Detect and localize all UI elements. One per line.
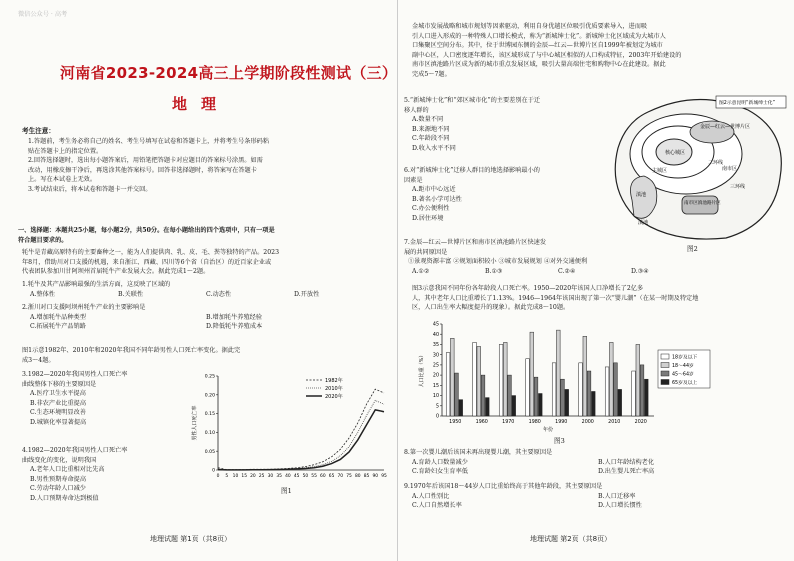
bar-18岁及以下 (605, 367, 609, 416)
x-tick-label: 60 (320, 474, 326, 479)
x-tick-label: 20 (250, 474, 256, 479)
option-d[interactable]: D.③④ (631, 267, 649, 275)
passage-line: 代表团队参加川甘阿坝州首届牦牛产业发展大会。据此完成1～2题。 (22, 268, 210, 276)
option-b[interactable]: B.来源地不同 (412, 125, 450, 133)
question-stem: 展的共同原因是 (404, 248, 448, 256)
option-a[interactable]: A.增加牦牛品种类型 (30, 313, 86, 321)
x-axis-label: 年份 (542, 427, 554, 433)
figure-2-zone-diagram (608, 92, 790, 242)
x-tick-label: 1970 (502, 420, 515, 425)
passage-line: 区，人口出生率大幅度提升的现象）。据此完成8～10题。 (412, 304, 570, 312)
passage-line: 年8月，借助川对口支援的机遇，来自浙江、西藏、四川等6个省（自治区）的近百家企业或 (22, 258, 272, 266)
section-header-line: 符合题目要求的。 (18, 236, 68, 244)
question-5 (404, 96, 616, 154)
option-a[interactable]: A.老年人口比重相对比先高 (30, 466, 105, 474)
section-header-line: 一、选择题：本题共25小题，每小题2分，共50分。在每小题给出的四个选项中，只有一项是 (18, 227, 275, 234)
question-1 (22, 280, 382, 299)
question-4 (22, 446, 202, 504)
x-tick-label: 1990 (555, 420, 568, 425)
y-tick-label: 25 (432, 363, 439, 369)
legend-label: 18岁及以下 (672, 355, 698, 361)
question-stem: 因素是 (404, 176, 423, 184)
question-stem: 1.牦牛及其产品影响最强的生活方面，这反映了区域的 (22, 281, 171, 288)
question-stem: 移人群的 (404, 106, 429, 114)
x-tick-label: 2010 (608, 420, 621, 425)
x-tick-label: 5 (225, 474, 229, 479)
fig2-legend-title: 图2示意昆明“新城绅士化” (719, 101, 775, 106)
question-stem: 8.第一次婴儿潮后该国未再出现婴儿潮，其主要原因是 (404, 449, 553, 456)
bar-18～44岁 (503, 342, 507, 416)
bar-18～44岁 (636, 344, 640, 416)
passage-line: 图1示意1982年、2010年和2020年我国不同年龄男性人口死亡率变化。据此完 (22, 347, 241, 354)
option-a[interactable]: A.数量不同 (412, 116, 444, 124)
bar-45～64岁 (614, 363, 618, 416)
fig2-label: 核心城区 (665, 150, 686, 156)
option-d[interactable]: D.降低牦牛养殖成本 (206, 323, 263, 331)
bar-45～64岁 (481, 375, 485, 416)
question-stem: 9.1970年后该国18～44岁人口比重始终高于其他年龄段，其主要原因是 (404, 483, 603, 490)
passage-line: 南市区滇池路片区成为新的城市重点发展区域，吸引大量高端住宅和购物中心在此建设。据此 (412, 61, 666, 69)
bar-65岁及以上 (459, 400, 463, 416)
legend-swatch (661, 380, 669, 385)
question-stem: 曲线整体下移的主要原因是 (22, 380, 97, 388)
question-stem: 7.金辰—红云—世博片区和南市区滇池路片区快速发 (404, 239, 547, 246)
fig2-label: 三环线 (730, 184, 746, 190)
exam-page-2 (397, 0, 794, 561)
bar-65岁及以上 (591, 391, 595, 416)
x-tick-label: 40 (285, 474, 291, 479)
figure-3-bar-chart (416, 316, 716, 438)
passage-line: 口集聚区空间分布。其中，位于世博园东侧的金辰—红云—世博片区自1999年被划定为城市 (412, 42, 663, 50)
bar-18岁及以下 (473, 342, 477, 416)
passage-line: 成3～4题。 (22, 356, 55, 364)
question-stem: 曲线变化的变化，说明我国 (22, 456, 97, 464)
x-tick-label: 55 (311, 474, 317, 479)
option-d[interactable]: D.收入水平不同 (412, 144, 456, 152)
question-9 (404, 482, 784, 511)
x-tick-label: 70 (337, 474, 344, 479)
y-tick-label: 5 (435, 404, 439, 410)
y-tick-label: 0.20 (204, 393, 215, 399)
bar-45～64岁 (587, 371, 591, 416)
option-b[interactable]: B.著名小学可达性 (412, 195, 462, 203)
option-c[interactable]: C.②④ (558, 267, 576, 275)
x-tick-label: 85 (363, 474, 370, 479)
fig2-label: 金辰—红云—世博片区 (700, 124, 751, 130)
bar-65岁及以上 (565, 389, 569, 416)
bar-18岁及以下 (526, 359, 530, 416)
bar-18～44岁 (530, 332, 534, 416)
bar-45～64岁 (455, 373, 459, 416)
option-statements: ①景观资源丰富 ②规划面积较小 ③城市发展规划 ④对外交通便利 (408, 258, 588, 266)
series-line-2010年 (218, 400, 384, 469)
passage-figure3 (412, 284, 782, 313)
option-d[interactable]: D.人口增长惯性 (598, 502, 642, 510)
question-stem: 4.1982—2020年我国男性人口死亡率 (22, 447, 128, 454)
y-tick-label: 30 (432, 353, 439, 359)
x-tick-label: 35 (276, 474, 282, 479)
figure-1-caption: 图1 (281, 487, 292, 495)
fig2-label: 南市区 (722, 166, 738, 172)
notice-line: 1.答题前，考生务必将自己的姓名、考生号填写在试卷和答题卡上，并将考生号条形码粘 (28, 138, 270, 145)
y-tick-label: 0.05 (204, 449, 215, 455)
bar-18岁及以下 (579, 363, 583, 416)
bar-18～44岁 (609, 342, 613, 416)
option-b[interactable]: B.①③ (485, 267, 503, 275)
page-footer: 地理试题 第1页（共8页） (150, 535, 232, 543)
x-tick-label: 25 (258, 474, 265, 479)
passage-line: 图3示意我国不同年份各年龄段人口死亡率。1950—2020年该国人口净增长了2亿多 (412, 285, 644, 292)
notice-line: 贴在答题卡上的指定位置。 (28, 147, 103, 155)
question-stem: 5.“新城绅士化”和“郊区城市化”的主要差别在于迁 (404, 97, 541, 104)
bar-18～44岁 (556, 330, 560, 416)
x-tick-label: 2020 (634, 420, 647, 425)
passage-line: 副中心区，人口密度逐年增长，该区域形成了与中心城区相似的人口构成特征，2003年开始建设的 (412, 51, 682, 59)
passage-line: 引人口进入形成的一种特殊人口增长模式，称为“新城绅士化”。新城绅士化区域成为大城市人 (412, 32, 666, 40)
fig2-label: 二环线 (708, 160, 724, 166)
y-tick-label: 20 (432, 373, 439, 379)
option-b[interactable]: B.人口年龄结构老化 (598, 458, 655, 466)
question-stem: 3.1982—2020年我国男性人口死亡率 (22, 371, 128, 378)
passage-line: 人，其中老年人口比重增长了1.13%。1946—1964年该国出现了第一次“婴儿潮”（在某一时期及特定地 (412, 294, 699, 302)
legend-label: 2020年 (325, 393, 343, 400)
passage-line: 金城市发展战略和城市规划等因素驱动，利用自身优越区位吸引优质要素导入，进而吸 (412, 23, 648, 30)
x-tick-label: 65 (328, 474, 335, 479)
x-tick-label: 50 (302, 474, 309, 479)
bar-65岁及以上 (538, 394, 542, 416)
x-tick-label: 95 (381, 474, 387, 479)
option-c[interactable]: C.生态环境明显改善 (30, 409, 86, 417)
y-tick-label: 0.15 (204, 412, 215, 418)
legend-label: 1982年 (325, 377, 343, 384)
y-tick-label: 0.25 (204, 374, 215, 380)
question-stem: 2.浙川对口支援阿坝州牦牛产业的主要影响是 (22, 304, 146, 311)
option-a[interactable]: A.育龄人口数量减少 (412, 458, 468, 466)
x-tick-label: 80 (354, 474, 361, 479)
passage-yak (22, 248, 386, 277)
bar-18～44岁 (583, 336, 587, 416)
bar-18岁及以下 (499, 344, 503, 416)
y-tick-label: 0.10 (204, 431, 215, 436)
option-c[interactable]: C.动态性 (206, 290, 232, 298)
option-c[interactable]: C.年龄段不同 (412, 135, 450, 143)
x-tick-label: 1960 (475, 420, 488, 425)
series-line-2020年 (218, 410, 384, 470)
passage-gentrification (412, 22, 782, 80)
question-stem: 6.对“新城绅士化”迁移人群目的地选择影响最小的 (404, 167, 540, 174)
x-tick-label: 1950 (449, 420, 462, 425)
figure-2-caption: 图2 (687, 245, 698, 253)
option-d[interactable]: D.居住环境 (412, 214, 444, 222)
figure-1-line-chart (188, 366, 390, 492)
series-line-1982年 (218, 389, 384, 469)
x-tick-label: 0 (216, 474, 220, 479)
notice-list (28, 137, 386, 195)
page-footer: 地理试题 第2页（共8页） (530, 535, 612, 543)
fig2-label: 主城区 (652, 168, 668, 174)
x-tick-label: 45 (293, 474, 300, 479)
legend-swatch (661, 354, 669, 359)
notice-line: 上。写在本试卷上无效。 (28, 176, 97, 184)
legend-swatch (661, 363, 669, 368)
legend-label: 18～44岁 (672, 363, 694, 369)
x-tick-label: 10 (232, 474, 239, 479)
passage-figure1 (22, 346, 386, 365)
x-tick-label: 2000 (581, 420, 594, 425)
option-a[interactable]: A.人口性别比 (412, 492, 450, 500)
notice-title: 考生注意： (22, 127, 55, 135)
y-tick-label: 10 (432, 394, 439, 400)
legend-label: 45～64岁 (672, 372, 694, 378)
notice-line: 改动，用橡皮擦干净后，再选涂其他答案标号。回答非选择题时，将答案写在答题卡 (28, 166, 257, 174)
option-c[interactable]: C.育龄妇女生育率低 (412, 468, 468, 476)
x-tick-label: 75 (346, 474, 352, 479)
y-tick-label: 0 (212, 468, 215, 474)
fig2-label: 南市区滇池路片区 (684, 201, 721, 206)
bar-45～64岁 (508, 375, 512, 416)
bar-65岁及以上 (485, 398, 489, 416)
option-c[interactable]: C.劳动年龄人口减少 (30, 485, 86, 493)
option-a[interactable]: A.医疗卫生水平提高 (30, 390, 86, 398)
option-a[interactable]: A.①② (412, 267, 430, 275)
option-d[interactable]: D.城镇化率显著提高 (30, 418, 87, 426)
subject-title: 地理 (172, 95, 231, 113)
question-8 (404, 448, 784, 477)
y-tick-label: 0 (435, 414, 439, 420)
question-3 (22, 370, 202, 428)
option-b[interactable]: B.增加牦牛养殖经验 (206, 313, 263, 321)
option-d[interactable]: D.人口预期寿命达到极值 (30, 494, 99, 502)
y-tick-label: 15 (432, 383, 439, 389)
bar-18岁及以下 (446, 353, 450, 416)
option-b[interactable]: B.男性预期寿命提高 (30, 475, 87, 483)
x-tick-label: 90 (372, 474, 379, 479)
option-c[interactable]: C.拓展牦牛产品销路 (30, 323, 86, 331)
option-b[interactable]: B.人口迁移率 (598, 492, 636, 500)
option-d[interactable]: D.出生婴儿死亡率高 (598, 468, 655, 476)
passage-line: 完成5～7题。 (412, 70, 451, 78)
legend-swatch (661, 371, 669, 376)
option-b[interactable]: B.关联性 (118, 290, 144, 298)
bar-65岁及以上 (644, 379, 648, 416)
y-tick-label: 35 (432, 343, 439, 349)
option-b[interactable]: B.非农产业比重提高 (30, 399, 87, 407)
watermark: 微信公众号 · 高考 (18, 11, 68, 18)
y-tick-label: 45 (432, 322, 439, 328)
bar-18岁及以下 (632, 371, 636, 416)
bar-65岁及以上 (618, 389, 622, 416)
option-c[interactable]: C.人口自然增长率 (412, 502, 462, 510)
question-6 (404, 166, 616, 224)
bar-18岁及以下 (552, 363, 556, 416)
y-tick-label: 40 (432, 332, 439, 338)
bar-45～64岁 (534, 377, 538, 416)
bar-65岁及以上 (512, 396, 516, 416)
section-header (18, 226, 388, 245)
y-axis-label: 男性人口死亡率 (192, 405, 198, 441)
bar-45～64岁 (561, 379, 565, 416)
x-tick-label: 1980 (528, 420, 541, 425)
exam-title: 河南省2023-2024高三上学期阶段性测试（三） (60, 64, 398, 82)
option-a[interactable]: A.整体性 (30, 290, 55, 298)
bar-45～64岁 (640, 365, 644, 416)
question-2 (22, 303, 382, 332)
fig2-label: 滇池 (638, 220, 649, 226)
fig2-label: 滇池 (636, 192, 647, 198)
legend-label: 2010年 (325, 385, 343, 392)
notice-line: 3.考试结束后，将本试卷和答题卡一并交回。 (28, 185, 152, 193)
y-axis-label: 人口比重（%） (419, 352, 425, 388)
x-tick-label: 15 (241, 474, 248, 479)
bar-18～44岁 (450, 338, 454, 416)
option-d[interactable]: D.开放性 (294, 290, 320, 298)
legend-label: 65岁及以上 (672, 380, 698, 386)
option-a[interactable]: A.距市中心远近 (412, 186, 456, 194)
x-tick-label: 30 (267, 474, 274, 479)
question-7 (404, 238, 649, 276)
figure-3-caption: 图3 (554, 437, 565, 445)
notice-line: 2.回答选择题时，选出每小题答案后，用铅笔把答题卡对应题目的答案标号涂黑。如需 (28, 157, 263, 165)
passage-line: 牦牛是青藏高原特有的主要畜种之一，能为人们提供肉、乳、皮、毛、粪等独特的产品。2023 (22, 249, 280, 256)
option-c[interactable]: C.办公便利性 (412, 205, 450, 213)
bar-18～44岁 (477, 346, 481, 416)
